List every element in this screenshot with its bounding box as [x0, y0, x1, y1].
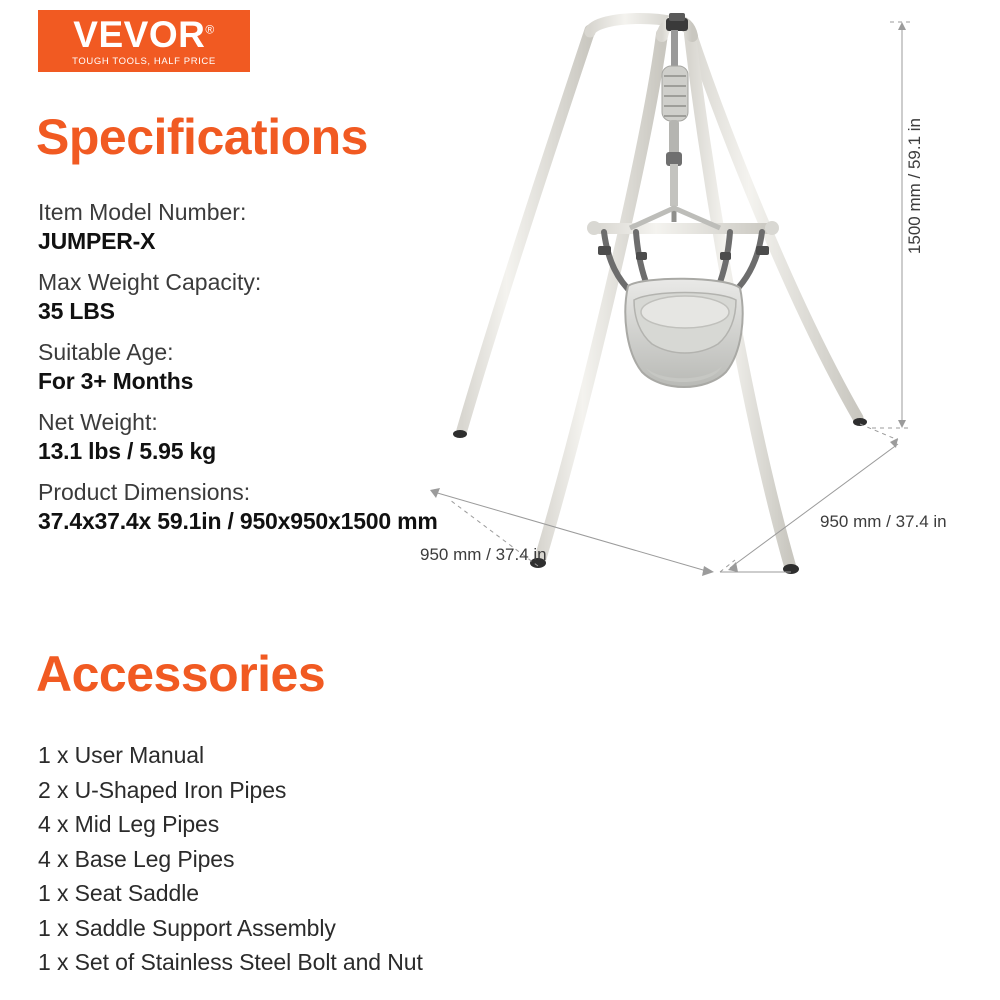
list-item: 4 x Mid Leg Pipes: [38, 811, 220, 837]
spec-value: 37.4x37.4x 59.1in / 950x950x1500 mm: [38, 507, 438, 534]
brand-logo: [38, 10, 250, 72]
list-item: 1 x Seat Saddle: [38, 880, 199, 906]
specifications-heading: Specifications: [36, 109, 368, 165]
accessories-list: [38, 738, 638, 980]
brand-name: [73, 13, 215, 55]
spec-label: Product Dimensions:: [38, 478, 251, 505]
spec-value: JUMPER-X: [38, 228, 156, 255]
dimension-height-label: 1500 mm / 59.1 in: [905, 118, 924, 255]
registered-mark: ®: [205, 22, 215, 37]
spec-value: For 3+ Months: [38, 368, 194, 395]
brand-name-text: VEVOR: [73, 13, 206, 55]
list-item: 1 x User Manual: [38, 742, 204, 768]
spec-label: Suitable Age:: [38, 338, 174, 365]
spec-label: Max Weight Capacity:: [38, 268, 262, 295]
list-item: 1 x Set of Stainless Steel Bolt and Nut: [38, 949, 423, 975]
spec-value: 13.1 lbs / 5.95 kg: [38, 438, 216, 465]
dimension-side-depth-label: 950 mm / 37.4 in: [820, 512, 947, 531]
list-item: 2 x U-Shaped Iron Pipes: [38, 776, 287, 803]
list-item: 4 x Base Leg Pipes: [38, 845, 235, 872]
spec-label: Net Weight:: [38, 408, 158, 435]
dimension-front-width-label: 950 mm / 37.4 in: [420, 545, 547, 564]
list-item: 1 x Saddle Support Assembly: [38, 914, 336, 941]
spec-value: 35 LBS: [38, 298, 115, 325]
accessories-heading: Accessories: [36, 646, 326, 702]
spec-label: Item Model Number:: [38, 199, 247, 225]
brand-tagline: TOUGH TOOLS, HALF PRICE: [72, 55, 216, 67]
